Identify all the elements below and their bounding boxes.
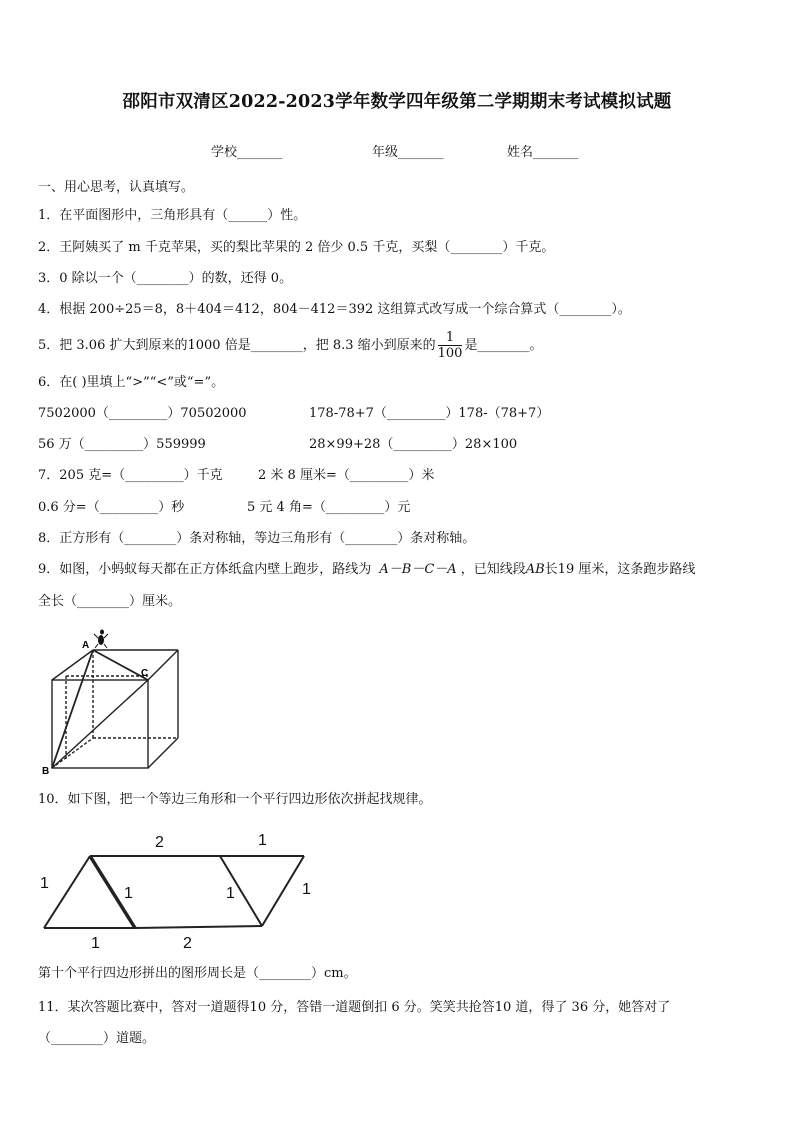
question-5 xyxy=(38,326,542,366)
label-bottom-short: 1 xyxy=(91,935,100,952)
question-9-line2: 全长（________）厘米。 xyxy=(38,594,182,609)
question-10-answer: 第十个平行四边形拼出的图形周长是（________）cm。 xyxy=(38,966,357,981)
question-9-text: 9．如图，小蚂蚁每天都在正方体纸盒内壁上跑步，路线为 xyxy=(38,562,372,577)
label-top-long: 2 xyxy=(155,834,164,851)
question-3: 3．0 除以一个（________）的数，还得 0。 xyxy=(38,271,293,286)
label-left-side: 1 xyxy=(40,875,49,892)
fraction-numerator: 1 xyxy=(438,330,463,346)
question-7d: 5 元 4 角=（_________）元 xyxy=(247,500,411,515)
question-7a: 7．205 克=（_________）千克 xyxy=(38,468,223,483)
question-8: 8．正方形有（________）条对称轴，等边三角形有（________）条对称轴。 xyxy=(38,531,476,546)
question-11-line1: 11．某次答题比赛中，答对一道题得10 分，答错一道题倒扣 6 分。笑笑共抢答10 道，得了 36 分，她答对了 xyxy=(38,1000,671,1015)
question-1: 1．在平面图形中，三角形具有（______）性。 xyxy=(38,208,307,223)
question-9-text-b: ，已知线段 xyxy=(460,562,526,577)
question-6d: 28×99+28（_________）28×100 xyxy=(309,437,518,452)
label-bottom-long: 2 xyxy=(183,935,192,952)
fraction-denominator: 100 xyxy=(437,346,463,361)
question-5-part2: 是________。 xyxy=(464,338,543,353)
cube-figure xyxy=(38,626,188,776)
label-right-side: 1 xyxy=(302,881,311,898)
question-7c: 0.6 分=（_________）秒 xyxy=(38,500,185,515)
school-field: 学校_______ xyxy=(211,145,283,160)
question-9-text-c: 长19 厘米，这条跑步路线 xyxy=(544,562,696,577)
pattern-figure xyxy=(34,826,334,954)
fraction xyxy=(438,330,463,361)
grade-field: 年级_______ xyxy=(372,145,444,160)
name-field: 姓名_______ xyxy=(507,145,579,160)
question-6a: 7502000（_________）70502000 xyxy=(38,406,247,421)
question-6c: 56 万（_________）559999 xyxy=(38,437,206,452)
question-2: 2．王阿姨买了 m 千克苹果，买的梨比苹果的 2 倍少 0.5 千克，买梨（________）千克。 xyxy=(38,240,555,255)
question-7b: 2 米 8 厘米=（_________）米 xyxy=(258,468,435,483)
ant-icon xyxy=(94,630,108,649)
label-diag-2: 1 xyxy=(226,885,235,902)
question-6b: 178-78+7（_________）178-（78+7） xyxy=(309,406,550,421)
cube-label-a: A xyxy=(82,640,90,651)
question-11-line2: （________）道题。 xyxy=(38,1031,156,1046)
question-6-intro: 6．在( )里填上“>”“<”或“=”。 xyxy=(38,375,225,390)
page-title: 邵阳市双清区2022-2023学年数学四年级第二学期期末考试模拟试题 xyxy=(122,92,672,112)
label-top-short: 1 xyxy=(258,832,267,849)
label-diag-1: 1 xyxy=(124,885,133,902)
cube-label-c: C xyxy=(141,668,149,679)
cube-label-b: B xyxy=(42,766,50,776)
segment-label: AB xyxy=(525,562,545,577)
route-label: A－B－C－A xyxy=(379,562,457,577)
question-10: 10．如下图，把一个等边三角形和一个平行四边形依次拼起找规律。 xyxy=(38,792,432,807)
question-9-line1 xyxy=(38,562,695,578)
question-4: 4．根据 200÷25＝8，8＋404＝412，804－412＝392 这组算式改写成一个综合算式（________）。 xyxy=(38,302,631,317)
question-5-part1: 5．把 3.06 扩大到原来的1000 倍是________，把 8.3 缩小到原来的 xyxy=(38,338,436,353)
section-heading: 一、用心思考，认真填写。 xyxy=(38,180,195,195)
